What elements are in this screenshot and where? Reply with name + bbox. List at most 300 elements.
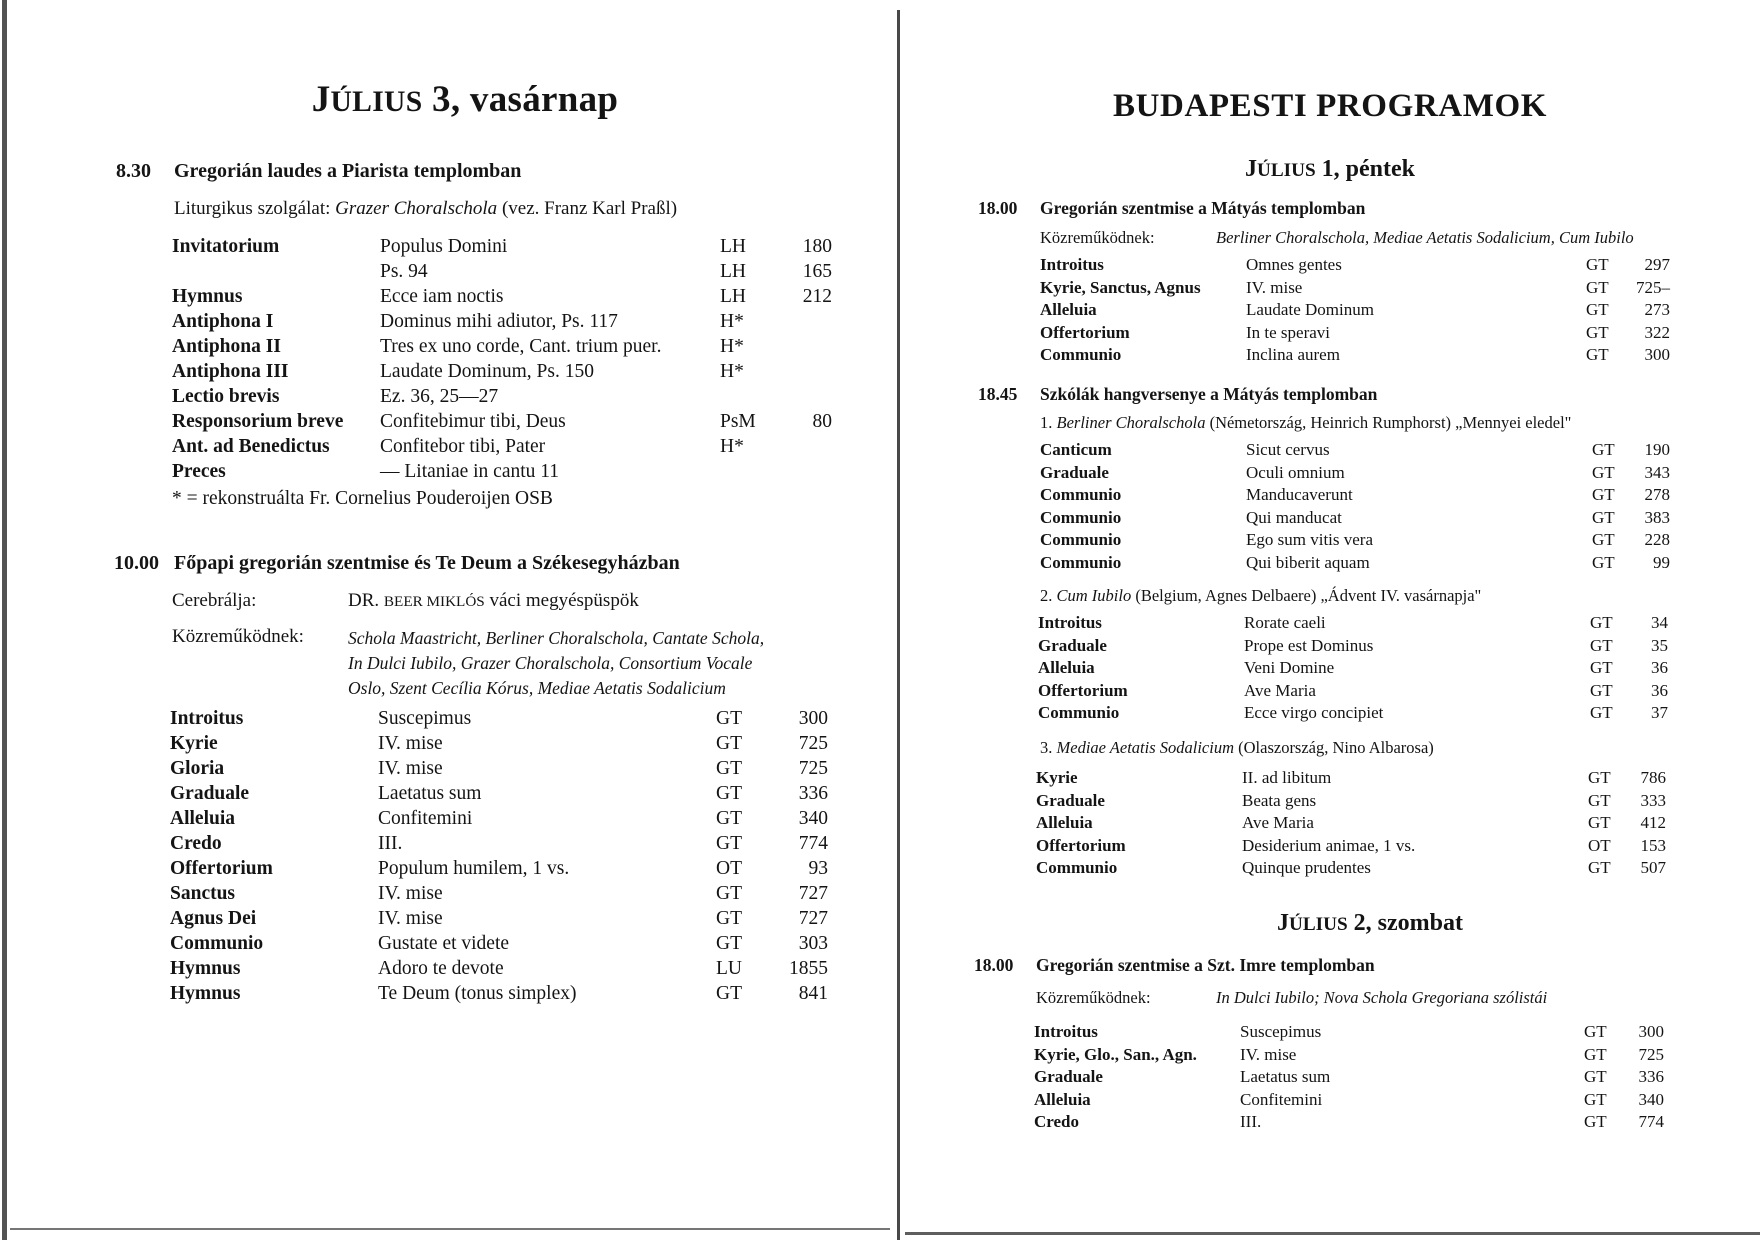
page-number: 297 [1644, 255, 1670, 274]
chant-title: Oculi omnium [1246, 462, 1345, 482]
group-num: 1. [1040, 413, 1053, 432]
chant-part: Communio [1036, 858, 1118, 877]
page-number: 725 [798, 733, 828, 754]
chant-part: Antiphona II [172, 336, 281, 357]
chant-part: Gloria [170, 758, 225, 779]
program-row [1036, 858, 1666, 881]
source-book: H* [720, 336, 744, 357]
source-book: GT [716, 933, 742, 954]
chant-title: Adoro te devote [378, 958, 504, 979]
program-row [172, 386, 832, 411]
chant-part: Sanctus [170, 883, 236, 904]
page-number: 322 [1644, 322, 1670, 342]
source-book: GT [716, 758, 742, 779]
chant-part: Credo [1034, 1112, 1080, 1131]
program-row [170, 833, 828, 858]
page-number: 774 [1638, 1112, 1664, 1131]
program-row [1038, 636, 1668, 659]
source-book: GT [1590, 635, 1613, 655]
performers-list: In Dulci Iubilo; Nova Schola Gregoriana szólistái [1216, 988, 1548, 1007]
chant-title: Quinque prudentes [1242, 858, 1371, 877]
source-book: GT [1584, 1044, 1607, 1064]
chant-part: Graduale [1040, 462, 1109, 482]
chant-title: Laetatus sum [1240, 1067, 1331, 1086]
chant-title: Ave Maria [1242, 813, 1314, 832]
program-row [1040, 463, 1670, 486]
chant-part: Communio [1040, 345, 1122, 364]
service-value: Grazer Choralschola [335, 198, 498, 219]
chant-part: Communio [1040, 485, 1122, 504]
chant-part: Introitus [1038, 613, 1102, 632]
page-number: 336 [1638, 1067, 1664, 1086]
source-book: LH [720, 286, 746, 307]
chant-title: Dominus mihi adiutor, Ps. 117 [380, 311, 618, 332]
program-row [170, 958, 828, 983]
chant-title: Gustate et videte [378, 933, 510, 954]
page-number: 300 [1638, 1022, 1664, 1041]
program-row [172, 261, 832, 286]
source-book: GT [716, 733, 742, 754]
chant-part: Communio [1040, 507, 1122, 527]
chant-title: IV. mise [1246, 277, 1303, 297]
chant-title: IV. mise [1240, 1044, 1297, 1064]
chant-title: Manducaverunt [1246, 485, 1353, 504]
chant-part: Offertorium [1036, 835, 1126, 855]
chant-title: Laetatus sum [378, 783, 482, 804]
program-row [172, 336, 832, 361]
page-number: 300 [1644, 345, 1670, 364]
chant-title: In te speravi [1246, 322, 1331, 342]
event-title: Szkólák hangversenye a Mátyás templomban [1040, 384, 1378, 404]
group-name: Berliner Choralschola [1056, 413, 1206, 432]
chant-part: Graduale [1036, 790, 1105, 810]
page-number: 300 [798, 708, 828, 729]
source-book: H* [720, 311, 744, 332]
chant-part [172, 261, 380, 286]
program-row [170, 933, 828, 958]
group-num: 2. [1040, 586, 1053, 605]
source-book: LH [720, 261, 746, 282]
page-number [776, 336, 832, 361]
event-title: Gregorián laudes a Piarista templomban [174, 160, 522, 182]
chant-part: Introitus [170, 708, 244, 729]
chant-part: Invitatorium [172, 236, 280, 257]
program-row [1040, 345, 1670, 368]
program-row [170, 708, 828, 733]
day-heading-cap: J [1277, 910, 1289, 936]
performers-line: Oslo, Szent Cecília Kórus, Mediae Aetatis Sodalicium [348, 678, 726, 698]
event-time: 18.45 [978, 384, 1018, 404]
program-row [170, 783, 828, 808]
event-title: Gregorián szentmise a Mátyás templomban [1040, 198, 1366, 218]
chant-title: Desiderium animae, 1 vs. [1242, 835, 1416, 855]
program-row [1034, 1090, 1664, 1113]
chant-part: Responsorium breve [172, 411, 344, 432]
source-book: GT [1590, 703, 1613, 722]
source-book: GT [716, 783, 742, 804]
celebrant-dr: DR. [348, 590, 380, 611]
chant-title: Beata gens [1242, 790, 1317, 810]
source-book: OT [1588, 835, 1611, 855]
service-note: (vez. Franz Karl Praßl) [497, 198, 678, 219]
source-book: GT [1588, 813, 1611, 832]
page-number: 303 [798, 933, 828, 954]
program-row [1040, 508, 1670, 531]
event-title: Főpapi gregorián szentmise és Te Deum a Székesegyházban [174, 552, 680, 574]
chant-title: Ave Maria [1244, 680, 1316, 700]
program-row [1038, 613, 1668, 636]
program-row [172, 236, 832, 261]
group-name: Cum Iubilo [1056, 586, 1132, 605]
program-table [1034, 1022, 1664, 1135]
source-book: H* [720, 361, 744, 382]
page-number: 1855 [789, 958, 828, 979]
source-book: GT [716, 833, 742, 854]
program-row [1040, 440, 1670, 463]
source-book: GT [1586, 277, 1609, 297]
performers-block [1036, 988, 1547, 1008]
source-book: GT [1588, 768, 1611, 787]
source-book: GT [1584, 1089, 1607, 1109]
celebrant-label: Cerebrálja: [172, 590, 257, 611]
source-book: GT [1592, 530, 1615, 549]
chant-title: Te Deum (tonus simplex) [378, 983, 577, 1004]
chant-title: Ecce iam noctis [380, 286, 504, 307]
group-heading [1040, 738, 1434, 758]
chant-title: Laudate Dominum [1246, 300, 1374, 319]
event-time: 10.00 [114, 552, 159, 574]
event-time: 8.30 [116, 160, 151, 182]
source-book: GT [1586, 300, 1609, 319]
source-book: GT [716, 808, 742, 829]
page-number: 228 [1644, 530, 1670, 549]
chant-title: Laudate Dominum, Ps. 150 [380, 361, 594, 382]
performers-block [172, 626, 764, 701]
group-name: Mediae Aetatis Sodalicium [1056, 738, 1234, 757]
source-book: OT [716, 858, 742, 879]
chant-title: Ego sum vitis vera [1246, 530, 1374, 549]
program-row [170, 908, 828, 933]
page-number: 278 [1644, 485, 1670, 504]
page-number: 93 [808, 858, 828, 879]
chant-title: Qui manducat [1246, 507, 1342, 527]
chant-part: Antiphona III [172, 361, 289, 382]
page-number: 786 [1640, 768, 1666, 787]
source-book: GT [1590, 680, 1613, 700]
title-smallcaps: ÚLIUS [330, 86, 423, 118]
program-row [170, 858, 828, 883]
chant-title: Inclina aurem [1246, 345, 1340, 364]
chant-title: Ps. 94 [380, 261, 428, 282]
page-number: 273 [1644, 300, 1670, 319]
chant-title: Suscepimus [1240, 1022, 1322, 1041]
program-row [1038, 658, 1668, 681]
source-book: GT [716, 908, 742, 929]
source-book: GT [1584, 1112, 1607, 1131]
title-cap: J [311, 79, 331, 120]
program-row [1036, 791, 1666, 814]
chant-part: Alleluia [1038, 658, 1095, 677]
group-desc: (Németország, Heinrich Rumphorst) „Mennyei eledel" [1205, 413, 1572, 432]
page-number: 725 [1638, 1044, 1664, 1064]
page-number: 80 [812, 411, 832, 432]
right-page [900, 0, 1760, 1240]
page-number: 37 [1651, 703, 1668, 722]
footnote: * = rekonstruálta Fr. Cornelius Pouderoijen OSB [172, 488, 553, 509]
source-book: GT [1592, 485, 1615, 504]
page-number: 725– [1636, 277, 1670, 297]
program-row [1040, 530, 1670, 553]
source-book: GT [1584, 1022, 1607, 1041]
group-heading [1040, 586, 1481, 606]
page-number: 190 [1644, 440, 1670, 459]
source-book: PsM [720, 411, 756, 432]
source-book: GT [1586, 255, 1609, 274]
chant-title: IV. mise [378, 883, 443, 904]
program-row [170, 983, 828, 1008]
chant-title: Tres ex uno corde, Cant. trium puer. [380, 336, 662, 357]
chant-title: Qui biberit aquam [1246, 552, 1370, 572]
page-number: 99 [1653, 552, 1670, 572]
program-row [1040, 323, 1670, 346]
chant-part: Agnus Dei [170, 908, 257, 929]
page-number: 412 [1640, 813, 1666, 832]
group-desc: (Belgium, Agnes Delbaere) „Ádvent IV. vasárnapja" [1131, 586, 1482, 605]
program-row [172, 461, 832, 486]
source-book [720, 461, 776, 486]
program-row [1034, 1112, 1664, 1135]
event-header [974, 955, 1375, 976]
chant-part: Credo [170, 833, 222, 854]
source-book: GT [1592, 462, 1615, 482]
page-number: 340 [798, 808, 828, 829]
performers-label: Közreműködnek: [1036, 988, 1151, 1007]
page-number [776, 311, 832, 336]
chant-part: Graduale [1038, 635, 1107, 655]
chant-title: Rorate caeli [1244, 613, 1326, 632]
source-book: GT [1592, 507, 1615, 527]
event-header [114, 552, 680, 575]
event-time: 18.00 [978, 198, 1018, 218]
source-book: GT [1592, 440, 1615, 459]
chant-title: Confitemini [378, 808, 473, 829]
source-book: GT [1590, 613, 1613, 632]
program-row [172, 311, 832, 336]
program-row [1038, 703, 1668, 726]
page-number: 333 [1640, 790, 1666, 810]
chant-part: Communio [1040, 552, 1122, 572]
program-row [170, 808, 828, 833]
event-header [116, 160, 521, 183]
chant-title: III. [1240, 1112, 1262, 1131]
chant-title: — Litaniae in cantu 11 [380, 461, 560, 482]
program-table [1040, 440, 1670, 575]
program-row [1038, 681, 1668, 704]
group-heading [1040, 413, 1571, 433]
chant-part: Kyrie, Sanctus, Agnus [1040, 277, 1201, 297]
chant-part: Graduale [170, 783, 250, 804]
chant-part: Hymnus [170, 983, 241, 1004]
day-heading-smallcaps: ÚLIUS [1289, 914, 1348, 935]
chant-part: Offertorium [170, 858, 273, 879]
chant-title: Confitemini [1240, 1089, 1323, 1109]
page-number: 774 [798, 833, 828, 854]
chant-part: Alleluia [1036, 813, 1093, 832]
source-book: H* [720, 436, 744, 457]
performers-label: Közreműködnek: [1040, 228, 1155, 247]
chant-part: Communio [1040, 530, 1122, 549]
source-book: GT [716, 983, 742, 1004]
page-number: 36 [1651, 658, 1668, 677]
program-row [172, 286, 832, 311]
chant-title: Sicut cervus [1246, 440, 1330, 459]
day-heading-cap: J [1245, 156, 1257, 182]
page-number: 34 [1651, 613, 1668, 632]
page-number [776, 436, 832, 461]
chant-part: Kyrie [170, 733, 218, 754]
page-number: 165 [802, 261, 832, 282]
celebrant-role: váci megyéspüspök [489, 590, 639, 611]
page-number: 727 [798, 883, 828, 904]
source-book: GT [1586, 345, 1609, 364]
program-table [1036, 768, 1666, 881]
chant-title: Prope est Dominus [1244, 635, 1374, 655]
performers-list [348, 626, 764, 701]
chant-title: Omnes gentes [1246, 255, 1342, 274]
source-book: LH [720, 236, 746, 257]
chant-part: Introitus [1034, 1022, 1098, 1041]
page-number [776, 386, 832, 411]
performers-block [1040, 228, 1634, 248]
source-book: GT [1590, 658, 1613, 677]
program-row [1036, 813, 1666, 836]
page-number: 507 [1640, 858, 1666, 877]
program-row [1040, 278, 1670, 301]
chant-title: IV. mise [378, 758, 443, 779]
page-number: 841 [798, 983, 828, 1004]
event-header [978, 198, 1365, 219]
program-table [1040, 255, 1670, 368]
page-number: 343 [1644, 462, 1670, 482]
day-heading-rest: 1, péntek [1315, 156, 1415, 182]
program-row [172, 436, 832, 461]
program-row [172, 411, 832, 436]
program-row [1040, 485, 1670, 508]
source-book: GT [1592, 552, 1615, 572]
chant-title: IV. mise [378, 733, 443, 754]
page-number: 36 [1651, 680, 1668, 700]
program-row [1034, 1045, 1664, 1068]
program-row [1040, 553, 1670, 576]
page-number [776, 461, 832, 486]
program-row [170, 733, 828, 758]
day-heading [900, 156, 1760, 183]
event-title: Gregorián szentmise a Szt. Imre templomban [1036, 955, 1375, 975]
source-book: GT [716, 883, 742, 904]
day-heading [940, 910, 1760, 937]
program-row [172, 361, 832, 386]
group-desc: (Olaszország, Nino Albarosa) [1234, 738, 1434, 757]
source-book: GT [1584, 1067, 1607, 1086]
source-book: GT [1588, 858, 1611, 877]
page-number: 336 [798, 783, 828, 804]
program-table [172, 236, 832, 486]
page-title: BUDAPESTI PROGRAMOK [1112, 88, 1547, 124]
chant-title: Suscepimus [378, 708, 472, 729]
source-book: GT [1586, 322, 1609, 342]
chant-part: Hymnus [170, 958, 241, 979]
chant-part: Ant. ad Benedictus [172, 436, 330, 457]
chant-title: III. [378, 833, 403, 854]
celebrant-name: BEER MIKLÓS [383, 593, 485, 610]
service-label: Liturgikus szolgálat: [174, 198, 331, 219]
page-title [0, 78, 930, 121]
program-table [1038, 613, 1668, 726]
page-number: 153 [1640, 835, 1666, 855]
performers-line: Schola Maastricht, Berliner Choralschola, Cantate Schola, [348, 628, 765, 648]
chant-part: Kyrie [1036, 768, 1078, 787]
page-number: 35 [1651, 635, 1668, 655]
program-row [1036, 836, 1666, 859]
chant-part: Offertorium [1038, 680, 1128, 700]
chant-title: IV. mise [378, 908, 443, 929]
event-time: 18.00 [974, 955, 1014, 975]
performers-label: Közreműködnek: [172, 626, 304, 647]
title-rest: 3, vasárnap [422, 79, 619, 120]
service-line [174, 198, 677, 220]
chant-part: Canticum [1040, 440, 1112, 459]
page-number: 725 [798, 758, 828, 779]
celebrant-line [172, 590, 639, 612]
page-number: 383 [1644, 507, 1670, 527]
performers-line: In Dulci Iubilo, Grazer Choralschola, Consortium Vocale [348, 653, 753, 673]
chant-part: Hymnus [172, 286, 243, 307]
program-row [1040, 255, 1670, 278]
chant-part: Introitus [1040, 255, 1104, 274]
chant-title: Ez. 36, 25—27 [380, 386, 499, 407]
program-row [1034, 1022, 1664, 1045]
source-book: LU [716, 958, 742, 979]
event-header [978, 384, 1377, 405]
chant-title: Ecce virgo concipiet [1244, 703, 1384, 722]
source-book [720, 386, 776, 411]
chant-part: Lectio brevis [172, 386, 280, 407]
chant-part: Communio [1038, 703, 1120, 722]
chant-title: Populum humilem, 1 vs. [378, 858, 570, 879]
group-num: 3. [1040, 738, 1053, 757]
performers-list: Berliner Choralschola, Mediae Aetatis Sodalicium, Cum Iubilo [1216, 228, 1634, 247]
chant-part: Graduale [1034, 1067, 1103, 1086]
program-row [1036, 768, 1666, 791]
page-number: 340 [1638, 1089, 1664, 1109]
page-number: 727 [798, 908, 828, 929]
chant-part: Preces [172, 461, 226, 482]
program-row [170, 883, 828, 908]
day-heading-smallcaps: ÚLIUS [1257, 160, 1316, 181]
chant-part: Alleluia [1034, 1089, 1091, 1109]
program-table [170, 708, 828, 1008]
chant-part: Offertorium [1040, 322, 1130, 342]
program-row [170, 758, 828, 783]
chant-part: Antiphona I [172, 311, 274, 332]
chant-title: Veni Domine [1244, 658, 1335, 677]
page-number: 180 [802, 236, 832, 257]
chant-title: Populus Domini [380, 236, 508, 257]
source-book: GT [716, 708, 742, 729]
chant-title: II. ad libitum [1242, 768, 1332, 787]
chant-part: Communio [170, 933, 264, 954]
chant-title: Confitebimur tibi, Deus [380, 411, 566, 432]
